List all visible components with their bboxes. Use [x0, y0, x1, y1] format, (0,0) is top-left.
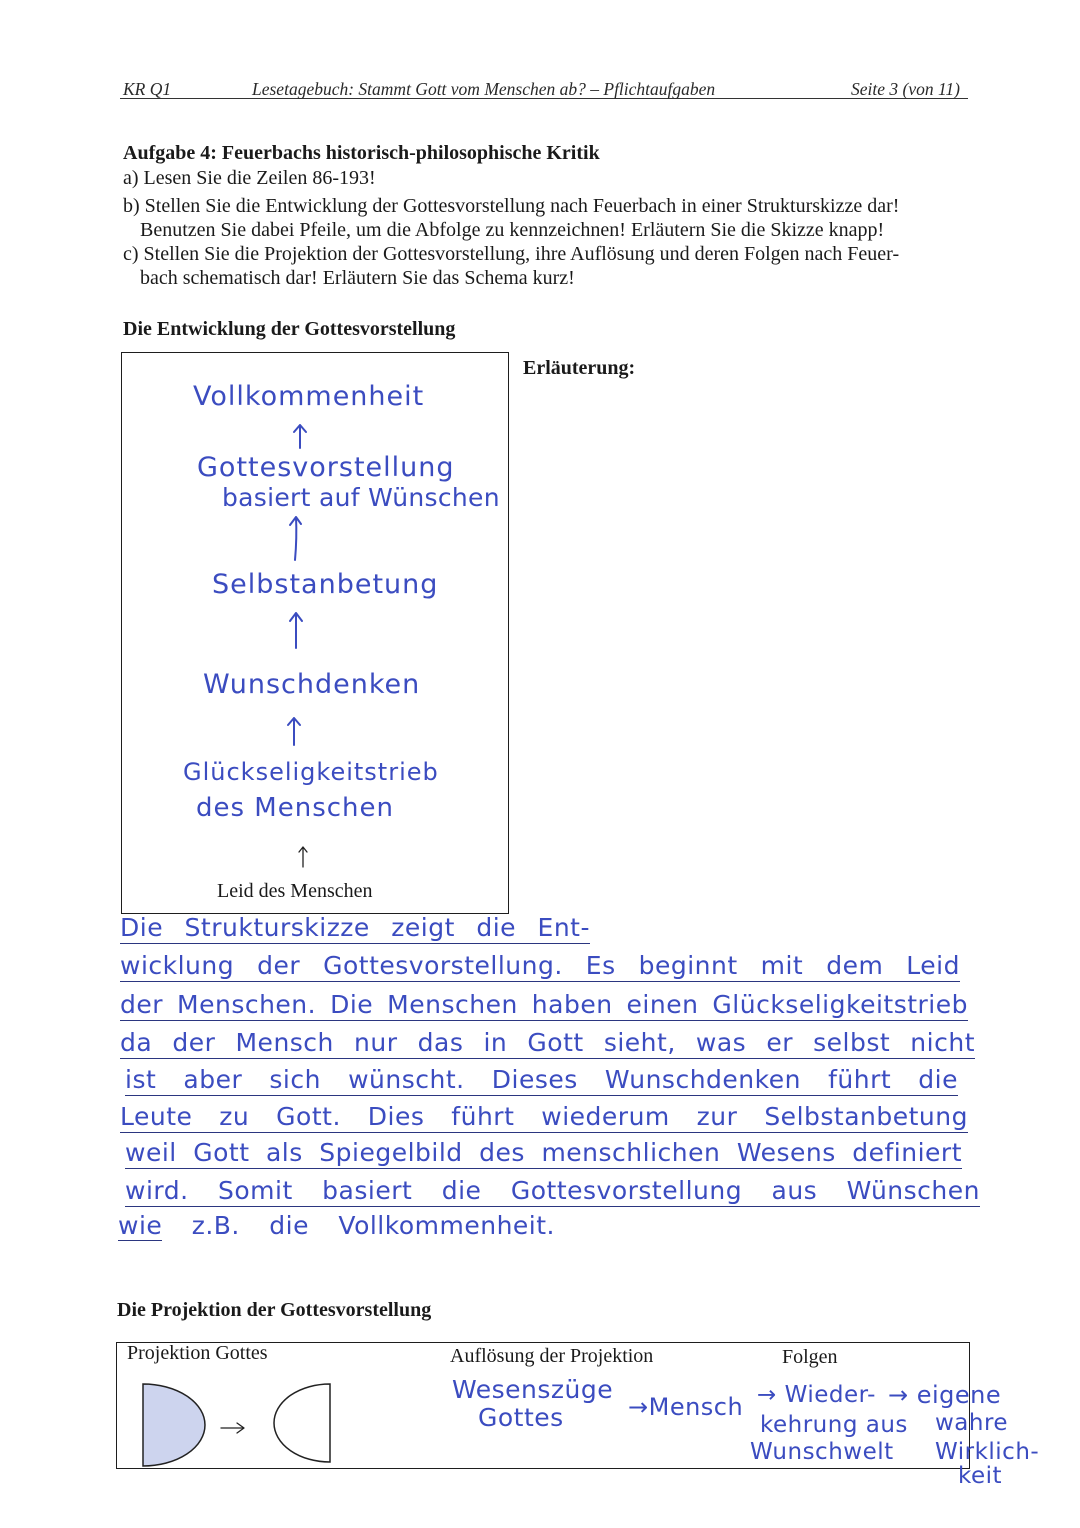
task-a: a) Lesen Sie die Zeilen 86-193!	[123, 167, 376, 189]
up-arrow-icon	[284, 715, 304, 747]
explanation-last-line-underlined: wie	[118, 1211, 163, 1240]
consequence-2-line: wahre	[935, 1410, 1009, 1436]
reversed-projection-shape-icon	[270, 1380, 336, 1466]
task-heading: Aufgabe 4: Feuerbachs historisch-philosophische Kritik	[123, 142, 600, 164]
structure-sketch-box	[121, 352, 509, 914]
up-arrow-icon	[286, 610, 306, 650]
explanation-line: wicklung der Gottesvorstellung. Es beginnt mit dem Leid	[120, 951, 960, 980]
explanation-last-line-rest: z.B. die Vollkommenheit.	[191, 1211, 555, 1240]
resolution-line-1: Wesenszüge	[452, 1375, 614, 1404]
consequence-1-line: Wunschwelt	[750, 1439, 894, 1465]
projection-shape-icon	[138, 1381, 210, 1471]
sketch-step-wishful-thinking: Wunschdenken	[203, 669, 421, 700]
task-b-line-1: b) Stellen Sie die Entwicklung der Gottesvorstellung nach Feuerbach in einer Strukturskizze dar!	[123, 195, 900, 217]
header-page-number: Seite 3 (von 11)	[851, 79, 961, 99]
explanation-last-line	[118, 1210, 555, 1241]
development-heading: Die Entwicklung der Gottesvorstellung	[123, 318, 456, 340]
consequences-column-label: Folgen	[782, 1346, 838, 1368]
up-arrow-icon	[290, 422, 310, 450]
up-arrow-icon	[286, 514, 306, 562]
task-c-line-1: c) Stellen Sie die Projektion der Gottesvorstellung, ihre Auflösung und deren Folgen nach Feuer-	[123, 243, 900, 265]
sketch-step-god-concept-note: basiert auf Wünschen	[222, 483, 500, 512]
consequence-1-line: kehrung aus	[760, 1412, 908, 1438]
sketch-step-happiness-drive: Glückseligkeitstrieb	[183, 758, 439, 786]
consequence-2-line: Wirklich-	[935, 1439, 1040, 1465]
sketch-step-god-concept: Gottesvorstellung	[197, 452, 455, 483]
explanation-line: Leute zu Gott. Dies führt wiederum zur Selbstanbetung	[120, 1102, 968, 1131]
projection-column-label: Projektion Gottes	[127, 1342, 268, 1364]
explanation-line: ist aber sich wünscht. Dieses Wunschdenken führt die	[125, 1065, 958, 1094]
explanation-line: der Menschen. Die Menschen haben einen Glückseligkeitstrieb	[120, 990, 968, 1019]
resolution-line-2: Gottes	[478, 1403, 564, 1432]
explanation-line: da der Mensch nur das in Gott sieht, was er selbst nicht	[120, 1028, 975, 1057]
resolution-column-label: Auflösung der Projektion	[450, 1345, 654, 1367]
header-title: Lesetagebuch: Stammt Gott vom Menschen ab? – Pflichtaufgaben	[252, 79, 716, 99]
right-arrow-icon	[220, 1421, 246, 1435]
consequence-1-line: → Wieder-	[757, 1382, 876, 1408]
explanation-line: Die Strukturskizze zeigt die Ent-	[120, 913, 590, 942]
consequence-2-line: → eigene	[888, 1381, 1002, 1409]
sketch-step-happiness-drive-subject: des Menschen	[196, 793, 395, 823]
explanation-label: Erläuterung:	[523, 357, 636, 379]
sketch-step-self-worship: Selbstanbetung	[212, 569, 439, 600]
consequence-2-line: keit	[958, 1463, 1003, 1489]
explanation-line: weil Gott als Spiegelbild des menschlichen Wesens definiert	[125, 1138, 962, 1167]
task-c-line-2: bach schematisch dar! Erläutern Sie das Schema kurz!	[140, 267, 575, 289]
task-b-line-2: Benutzen Sie dabei Pfeile, um die Abfolge zu kennzeichnen! Erläutern Sie die Skizze knapp!	[140, 219, 885, 241]
up-arrow-icon	[296, 845, 310, 869]
sketch-origin-label: Leid des Menschen	[217, 880, 373, 902]
resolution-target: →Mensch	[628, 1393, 744, 1421]
sketch-step-perfection: Vollkommenheit	[193, 381, 425, 412]
projection-heading: Die Projektion der Gottesvorstellung	[117, 1299, 432, 1321]
header-course: KR Q1	[123, 79, 172, 99]
explanation-line: wird. Somit basiert die Gottesvorstellung aus Wünschen	[125, 1176, 980, 1205]
